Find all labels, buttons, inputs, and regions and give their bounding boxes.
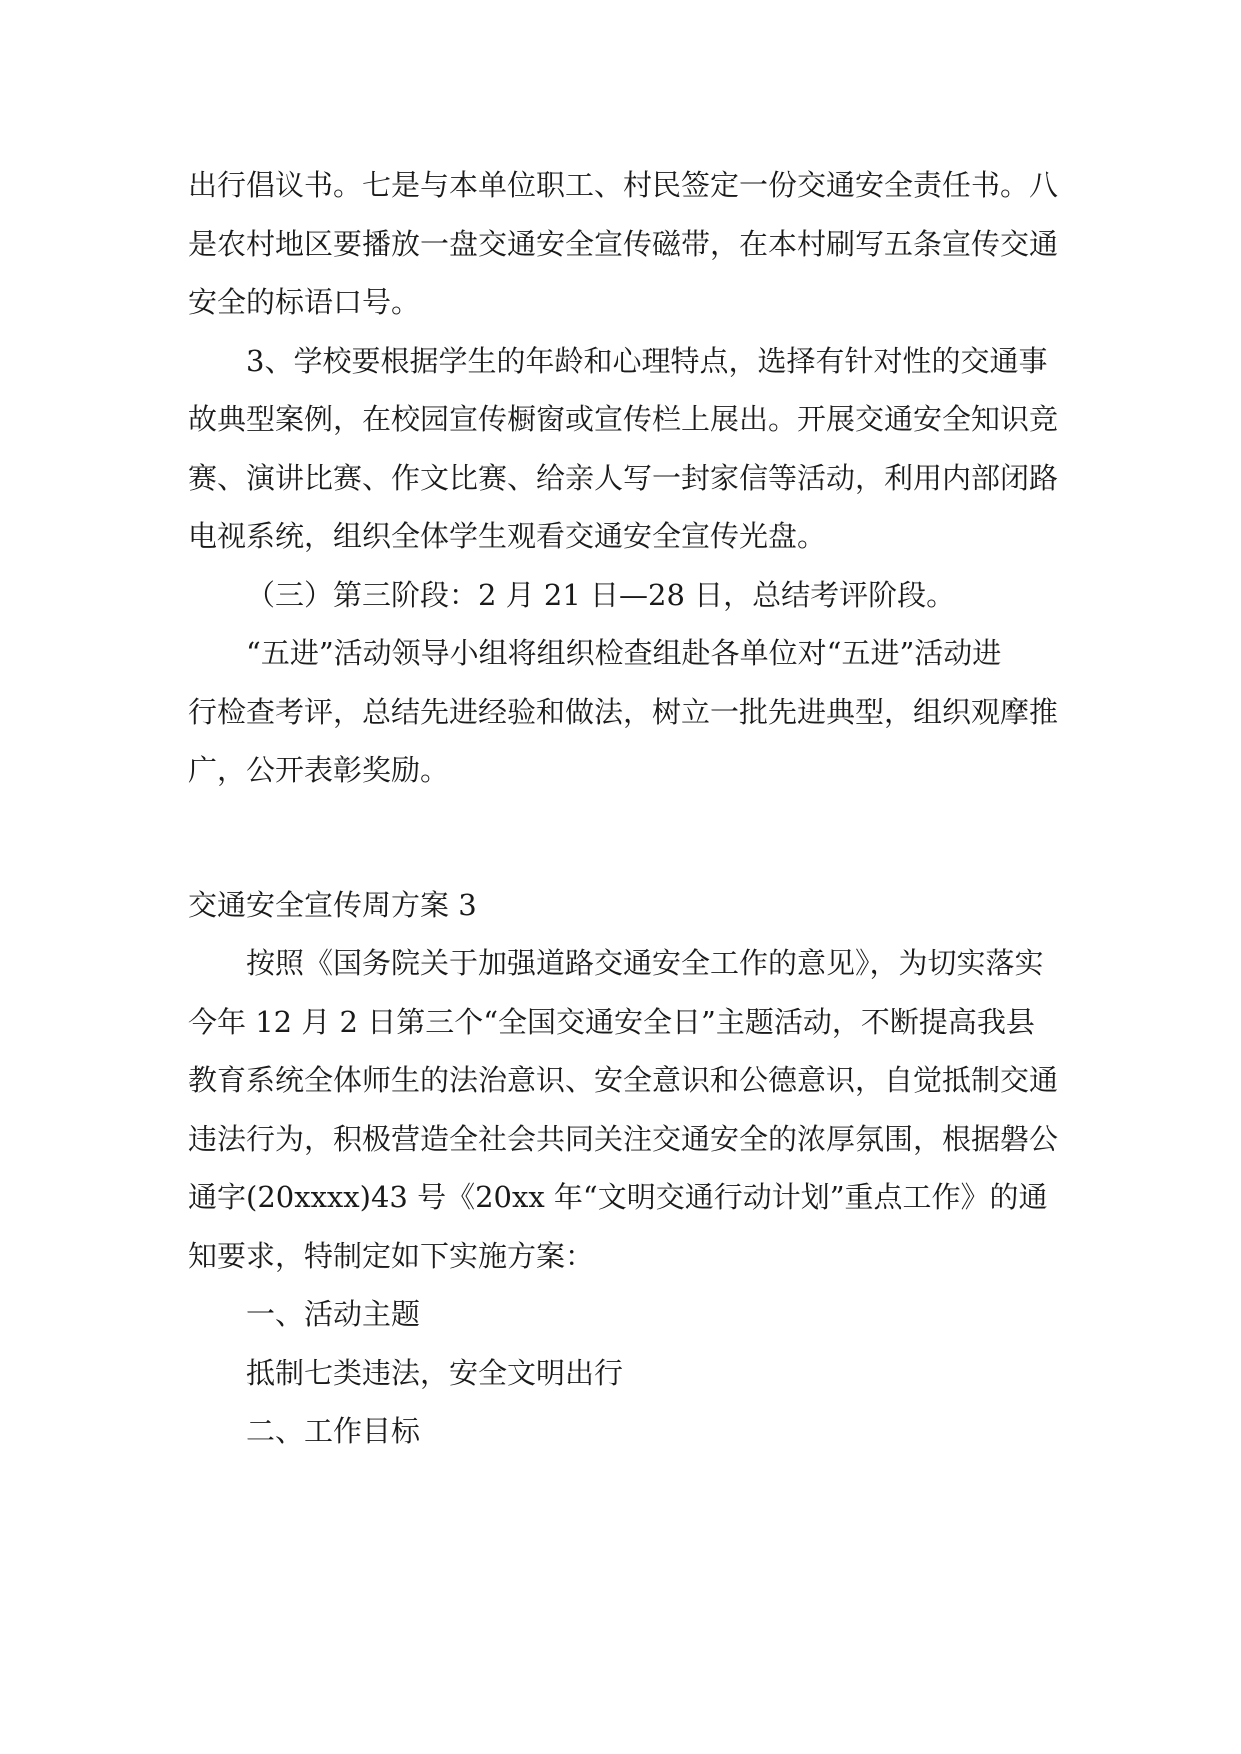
text-line: 赛、演讲比赛、作文比赛、给亲人写一封家信等活动，利用内部闭路 <box>188 460 1059 495</box>
text-line: “五进”活动领导小组将组织检查组赴各单位对“五进”活动进 <box>246 636 1002 670</box>
theme-text <box>188 1344 1058 1403</box>
text-line: 安全的标语口号。 <box>188 285 421 319</box>
text-line: 交通安全宣传周方案 3 <box>188 887 477 922</box>
paragraph-6 <box>188 934 1058 1285</box>
text-line: 二、工作目标 <box>246 1414 421 1448</box>
text-line: （三）第三阶段：2 月 21 日—28 日，总结考评阶段。 <box>246 577 956 612</box>
text-line: 教育系统全体师生的法治意识、安全意识和公德意识，自觉抵制交通 <box>188 1063 1059 1097</box>
text-line: 抵制七类违法，安全文明出行 <box>246 1355 624 1390</box>
text-line: 一、活动主题 <box>246 1297 421 1331</box>
document-title <box>188 876 1058 935</box>
text-line: 3、学校要根据学生的年龄和心理特点，选择有针对性的交通事 <box>246 343 1048 378</box>
text-line: 是农村地区要播放一盘交通安全宣传磁带，在本村刷写五条宣传交通 <box>188 226 1059 261</box>
text-line: 广，公开表彰奖励。 <box>188 753 450 787</box>
paragraph-2 <box>188 332 1058 566</box>
text-line: 按照《国务院关于加强道路交通安全工作的意见》，为切实落实 <box>246 946 1044 980</box>
text-line: 今年 12 月 2 日第三个“全国交通安全日”主题活动，不断提高我县 <box>188 1004 1035 1039</box>
document-body <box>188 156 1058 1461</box>
paragraph-4 <box>188 624 1058 800</box>
section-heading-theme <box>188 1285 1058 1344</box>
text-line: 出行倡议书。七是与本单位职工、村民签定一份交通安全责任书。八 <box>188 168 1059 202</box>
section-heading-stage-3 <box>188 566 1058 625</box>
text-line: 行检查考评，总结先进经验和做法，树立一批先进典型，组织观摩推 <box>188 694 1059 729</box>
text-line: 违法行为，积极营造全社会共同关注交通安全的浓厚氛围，根据磐公 <box>188 1121 1059 1156</box>
text-line: 故典型案例，在校园宣传橱窗或宣传栏上展出。开展交通安全知识竞 <box>188 402 1059 436</box>
text-line: 电视系统，组织全体学生观看交通安全宣传光盘。 <box>188 519 827 553</box>
paragraph-1 <box>188 156 1058 332</box>
text-line: 通字(20xxxx)43 号《20xx 年“文明交通行动计划”重点工作》的通 <box>188 1180 1048 1214</box>
text-line: 知要求，特制定如下实施方案： <box>188 1238 595 1273</box>
section-heading-goals <box>188 1402 1058 1461</box>
